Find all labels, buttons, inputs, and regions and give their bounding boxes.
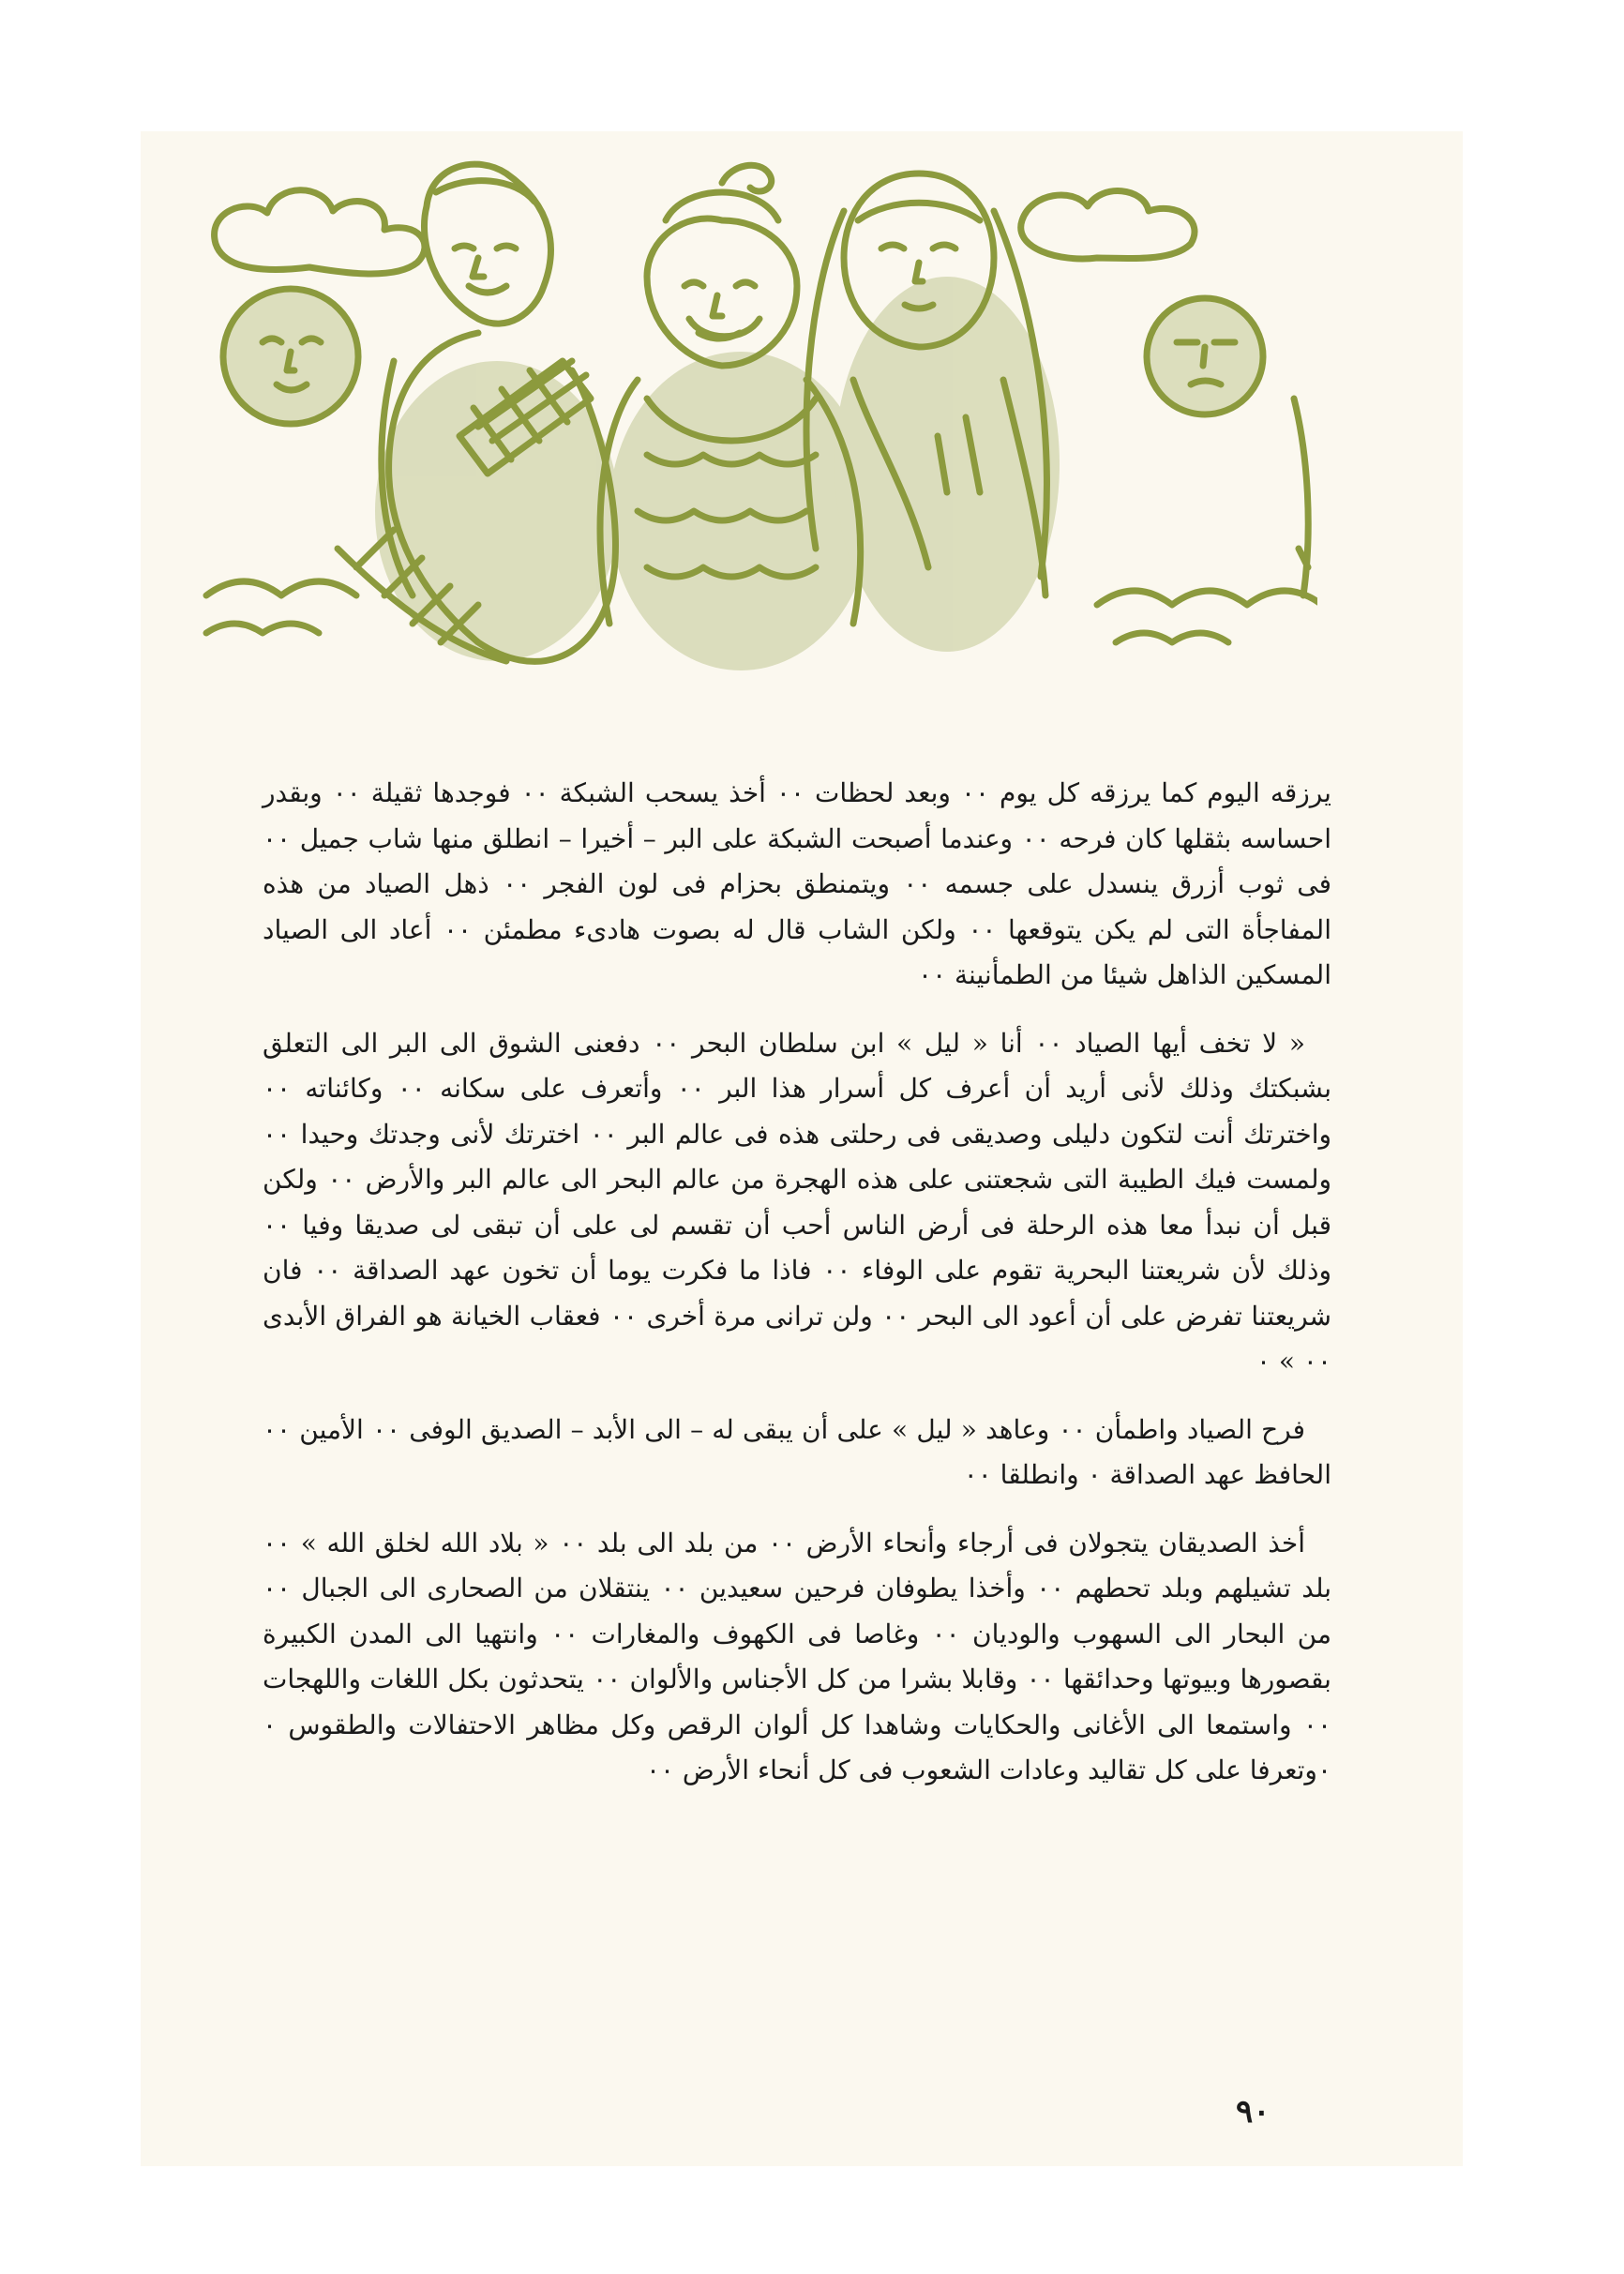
- crown-snake-icon: [666, 165, 778, 220]
- merman-figure: [647, 218, 797, 366]
- cloud-right-icon: [1021, 191, 1195, 259]
- story-text: [263, 771, 1331, 1816]
- paragraph-1: يرزقه اليوم كما يرزقه كل يوم ٠٠ وبعد لحظات ٠٠ أخذ يسحب الشبكة ٠٠ فوجدها ثقيلة ٠٠ وبقدر احساسه بثقلها كان فرحه ٠٠ وعندما أصبحت الشبكة على البر – أخيرا – انطلق منها شاب جميل ٠٠ فى ثوب أزرق ينسدل على جسمه ٠٠ ويتمنطق بحزام فى لون الفجر ٠٠ ذهل الصياد من هذه المفاجأة التى لم يكن يتوقعها ٠٠ ولكن الشاب قال له بصوت هادىء مطمئن ٠٠ أعاد الى الصياد المسكين الذاهل شيئا من الطمأنينة ٠٠: [263, 777, 1331, 990]
- paragraph-4: أخذ الصديقان يتجولان فى أرجاء وأنحاء الأرض ٠٠ من بلد الى بلد ٠٠ « بلاد الله لخلق الله » ٠٠ بلد تشيلهم وبلد تحطهم ٠٠ وأخذا يطوفان فرحين سعيدين ٠٠ ينتقلان من الصحارى الى الجبال ٠٠ من البحار الى السهوب والوديان ٠٠ وغاصا فى الكهوف والمغارات ٠٠ وانتهيا الى المدن الكبيرة بقصورها وبيوتها وحدائقها ٠٠ وقابلا بشرا من كل الأجناس والألوان ٠٠ يتحدثون بكل اللغات واللهجات ٠٠ واستمعا الى الأغانى والحكايات وشاهدا كل ألوان الرقص وكل مظاهر الاحتفالات والطقوس ٠ ٠وتعرفا على كل تقاليد وعادات الشعوب فى كل أنحاء الأرض ٠٠: [263, 1527, 1332, 1785]
- page-number: ٩٠: [1236, 2093, 1271, 2131]
- paragraph-2: « لا تخف أيها الصياد ٠٠ أنا « ليل » ابن سلطان البحر ٠٠ دفعنى الشوق الى البر الى التعلق بشبكتك وذلك لأنى أريد أن أعرف كل أسرار هذا البر ٠٠ وأتعرف على سكانه ٠٠ وكائناته ٠٠ واخترتك أنت لتكون دليلى وصديقى فى رحلتى هذه فى عالم البر ٠٠ اخترتك لأنى وجدتك وحيدا ٠٠ ولمست فيك الطيبة التى شجعتنى على هذه الهجرة من عالم البحر الى عالم البر والأرض ٠٠ ولكن قبل أن نبدأ معا هذه الرحلة فى أرض الناس أحب أن تقسم لى على أن تبقى لى صديقا وفيا ٠٠ وذلك لأن شريعتنا البحرية تقوم على الوفاء ٠٠ فاذا ما فكرت يوما أن تخون عهد الصداقة ٠٠ فان شريعتنا تفرض على أن أعود الى البحر ٠٠ ولن ترانى مرة أخرى ٠٠ فعقاب الخيانة هو الفراق الأبدى ٠٠ » ٠: [263, 1027, 1332, 1377]
- paragraph-3: فرح الصياد واطمأن ٠٠ وعاهد « ليل » على أن يبقى له – الى الأبد – الصديق الوفى ٠٠ الأمين ٠٠ الحافظ عهد الصداقة ٠ وانطلقا ٠٠: [263, 1413, 1331, 1490]
- cloud-left-icon: [215, 190, 425, 274]
- folk-tale-illustration: [197, 155, 1317, 680]
